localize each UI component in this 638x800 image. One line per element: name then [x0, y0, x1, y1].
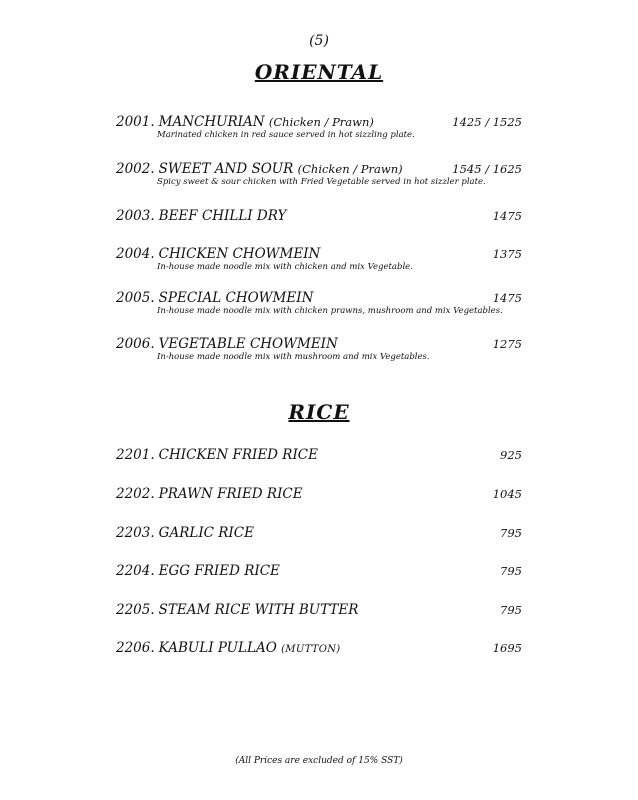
section-title-oriental: ORIENTAL — [254, 60, 384, 84]
menu-item-2001 — [116, 114, 522, 140]
item-price: 925 — [500, 448, 522, 462]
item-name: 2004. CHICKEN CHOWMEIN — [116, 246, 321, 262]
item-description: In-house made noodle mix with chicken prawns, mushroom and mix Vegetables. — [157, 306, 503, 316]
item-name: 2006. VEGETABLE CHOWMEIN — [116, 336, 338, 352]
menu-item-2203 — [116, 525, 522, 541]
item-name: 2002. SWEET AND SOUR (Chicken / Prawn) — [116, 161, 403, 177]
item-price: 795 — [500, 526, 522, 540]
menu-item-2004 — [116, 246, 522, 272]
menu-item-2006 — [116, 336, 522, 362]
item-price: 795 — [500, 603, 522, 617]
menu-item-2206 — [116, 640, 522, 656]
menu-item-2204 — [116, 563, 522, 579]
item-price: 1425 / 1525 — [452, 115, 522, 129]
item-description: In-house made noodle mix with mushroom and mix Vegetables. — [157, 352, 430, 362]
item-name: 2003. BEEF CHILLI DRY — [116, 208, 287, 224]
item-price: 1545 / 1625 — [452, 162, 522, 176]
section-title-rice: RICE — [288, 400, 350, 424]
item-price: 1475 — [492, 291, 522, 305]
item-price: 1475 — [492, 209, 522, 223]
menu-item-2205 — [116, 602, 522, 618]
item-name: 2204. EGG FRIED RICE — [116, 563, 280, 579]
item-price: 1375 — [492, 247, 522, 261]
item-description: In-house made noodle mix with chicken and mix Vegetable. — [157, 262, 413, 272]
menu-item-2201 — [116, 447, 522, 463]
menu-item-2005 — [116, 290, 522, 316]
item-name: 2206. KABULI PULLAO (MUTTON) — [116, 640, 341, 656]
item-description: Spicy sweet & sour chicken with Fried Vegetable served in hot sizzler plate. — [157, 177, 486, 187]
item-name: 2005. SPECIAL CHOWMEIN — [116, 290, 314, 306]
item-price: 795 — [500, 564, 522, 578]
item-price: 1695 — [492, 641, 522, 655]
page-number: (5) — [309, 33, 329, 49]
item-description: Marinated chicken in red sauce served in hot sizzling plate. — [157, 130, 415, 140]
item-price: 1045 — [492, 487, 522, 501]
item-price: 1275 — [492, 337, 522, 351]
item-name: 2202. PRAWN FRIED RICE — [116, 486, 303, 502]
item-name: 2205. STEAM RICE WITH BUTTER — [116, 602, 359, 618]
menu-item-2202 — [116, 486, 522, 502]
menu-item-2002 — [116, 161, 522, 187]
item-name: 2001. MANCHURIAN (Chicken / Prawn) — [116, 114, 374, 130]
price-disclaimer: (All Prices are excluded of 15% SST) — [235, 756, 403, 766]
item-name: 2201. CHICKEN FRIED RICE — [116, 447, 318, 463]
menu-item-2003 — [116, 208, 522, 224]
item-name: 2203. GARLIC RICE — [116, 525, 254, 541]
